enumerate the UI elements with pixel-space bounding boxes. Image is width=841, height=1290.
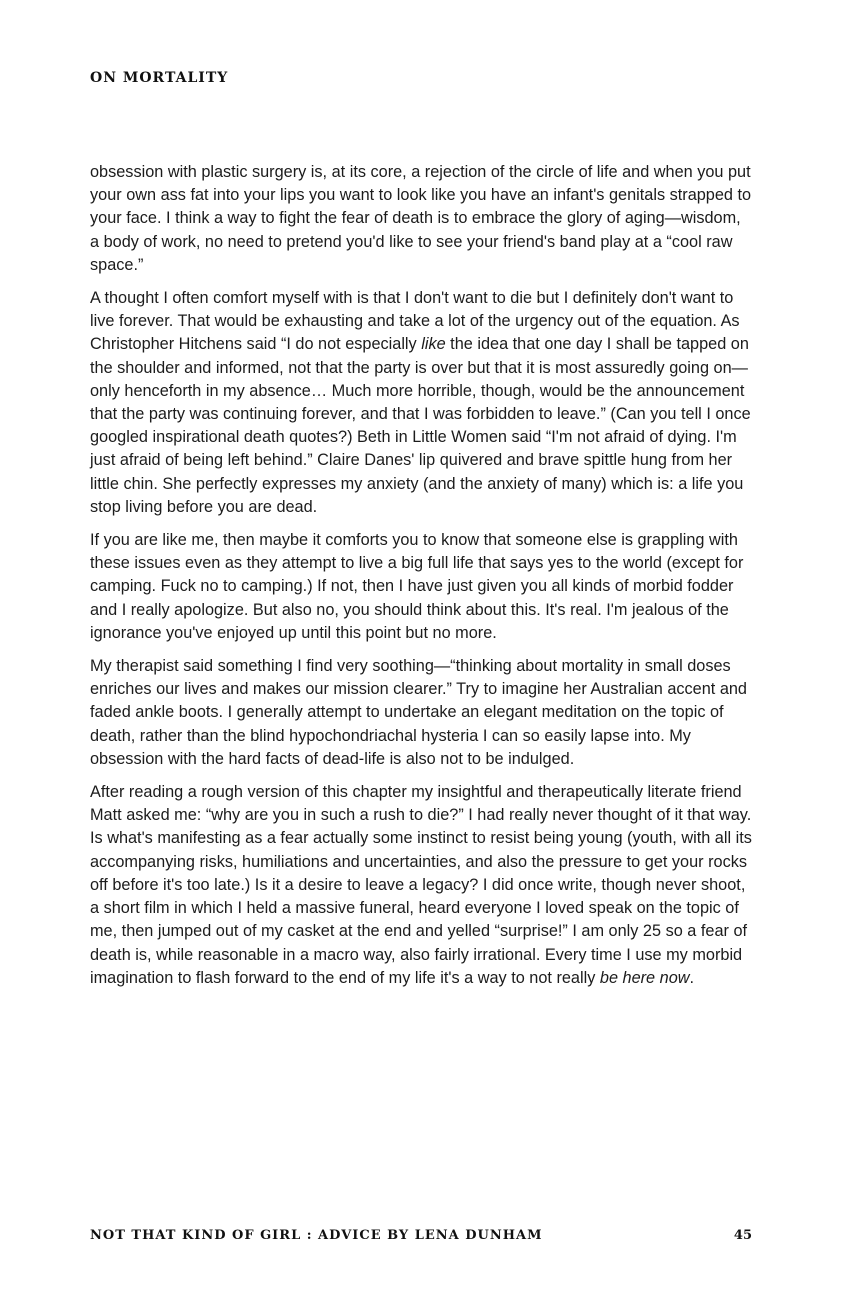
running-head: ON MORTALITY xyxy=(90,70,229,86)
page-number: 45 xyxy=(733,1228,752,1243)
paragraph-5 xyxy=(90,781,754,990)
paragraph-2-part-2: the idea that one day I shall be tapped on the shoulder and informed, not that the party is over but that it is most assuredly going on—only henceforth in my absence… Much more horrible, though, would be the announcement that the party was continuing forever, and that I was forbidden to leave.” (Can you tell I once googled inspirational death quotes?) Beth in Little Women said “I'm not afraid of dying. I'm just afraid of being left behind.” Claire Danes' lip quivered and brave spittle hung from her little chin. She perfectly expresses my anxiety (and the anxiety of many) which is: a life you stop living before you are dead. xyxy=(90,335,751,516)
paragraph-1: obsession with plastic surgery is, at its core, a rejection of the circle of life and when you put your own ass fat into your lips you want to look like you have an infant's genitals strapped to your face. I think a way to fight the fear of death is to embrace the glory of aging—wisdom, a body of work, no need to pretend you'd like to see your friend's band play at a “cool raw space.” xyxy=(90,163,752,274)
paragraph-3: If you are like me, then maybe it comforts you to know that someone else is grappling with these issues even as they attempt to live a big full life that says yes to the world (except for camping. Fuck no to camping.) If not, then I have just given you all kinds of morbid fodder and I really apologize. But also no, you should think about this. It's real. I'm jealous of the ignorance you've enjoyed up until this point but no more. xyxy=(90,531,744,642)
paragraph-2-part-1: A thought I often comfort myself with is that I don't want to die but I definitely don't want to live forever. That would be exhausting and take a lot of the urgency out of the equation. As Christopher Hitchens said “I do not especially xyxy=(90,289,740,354)
paragraph-5-part-1: After reading a rough version of this chapter my insightful and therapeutically literate friend Matt asked me: “why are you in such a rush to die?” I had really never thought of it that way. Is what's manifesting as a fear actually some instinct to resist being young (youth, with all its accompanying risks, humiliations and uncertainties, and also the pressure to get your rocks off before it's too late.) Is it a desire to leave a legacy? I did once write, though never shoot, a short film in which I held a massive funeral, heard everyone I loved speak on the topic of me, then jumped out of my casket at the end and yelled “surprise!” I am only 25 so a fear of death is, while reasonable in a macro way, also fairly irrational. Every time I use my morbid imagination to flash forward to the end of my life it's a way to not really xyxy=(90,783,752,987)
paragraph-5-emphasis: be here now xyxy=(599,968,690,987)
paragraph-2 xyxy=(90,287,754,519)
body-text xyxy=(90,161,754,1000)
paragraph-2-emphasis: like xyxy=(421,335,446,354)
paragraph-5-part-2: . xyxy=(689,968,695,987)
paragraph-4: My therapist said something I find very soothing—“thinking about mortality in small doses enriches our lives and makes our mission clearer.” Try to imagine her Australian accent and faded ankle boots. I generally attempt to undertake an elegant meditation on the topic of death, rather than the blind hypochondriachal hysteria I can so easily lapse into. My obsession with the hard facts of dead-life is also not to be indulged. xyxy=(90,657,747,768)
footer-book-title: NOT THAT KIND OF GIRL : ADVICE BY LENA DUNHAM xyxy=(90,1228,543,1243)
